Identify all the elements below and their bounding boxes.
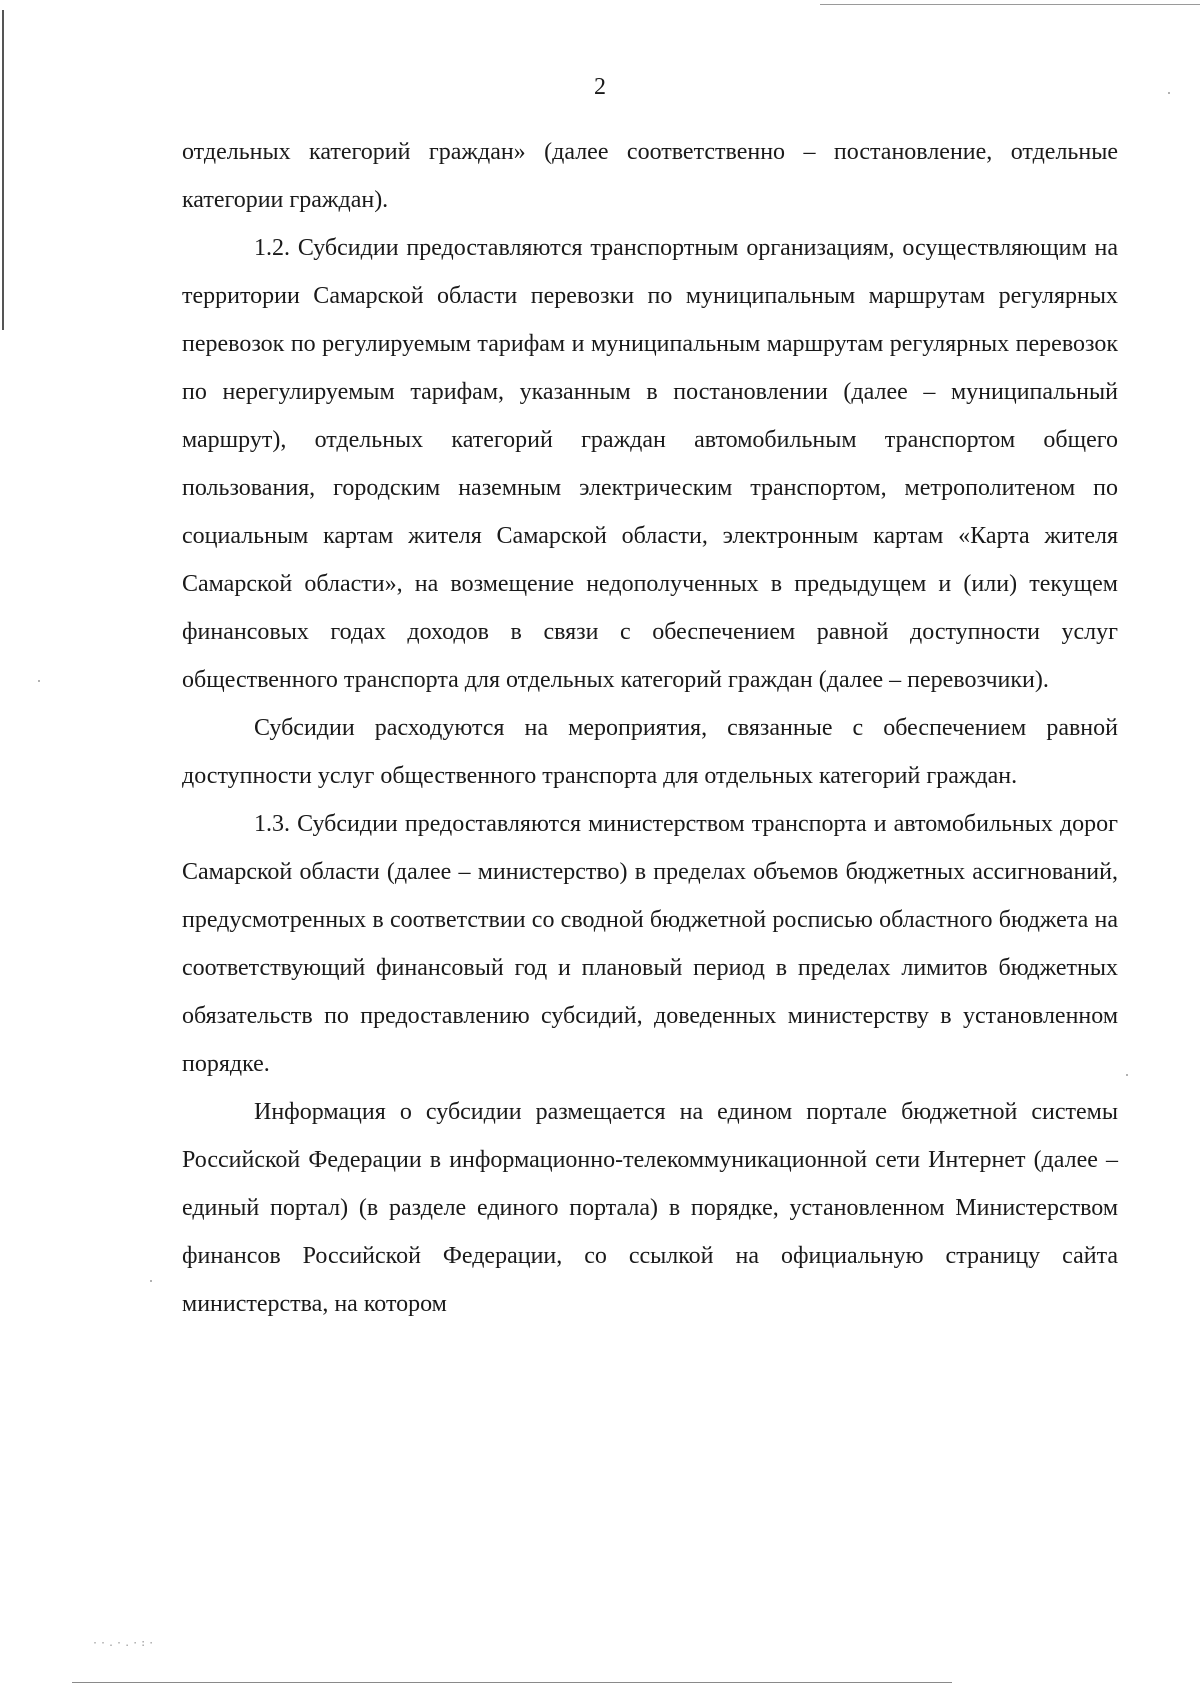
scan-speck xyxy=(38,680,40,682)
paragraph-clause-1-3: 1.3. Субсидии предоставляются министерством транспорта и автомобильных дорог Самарской области (далее – министерство) в пределах объемов бюджетных ассигнований, предусмотренных в соответствии со сводной бюджетной росписью областного бюджета на соответствующий финансовый год и плановый период в пределах лимитов бюджетных обязательств по предоставлению субсидий, доведенных министерству в установленном порядке. xyxy=(182,811,1118,1077)
scan-edge-bottom xyxy=(72,1682,952,1683)
scan-smudge: ··.·.·:· xyxy=(92,1638,157,1649)
scan-edge-top xyxy=(820,4,1200,5)
paragraph-portal-info: Информация о субсидии размещается на едином портале бюджетной системы Российской Федерации в информационно-телекоммуникационной сети Интернет (далее – единый портал) (в разделе единого портала) в порядке, установленном Министерством финансов Российской Федерации, со ссылкой на официальную страницу сайта министерства, на котором xyxy=(182,1099,1118,1317)
paragraph-continuation: отдельных категорий граждан» (далее соответственно – постановление, отдельные категории граждан). xyxy=(182,139,1118,213)
page-number: 2 xyxy=(594,74,606,100)
document-body xyxy=(182,128,1118,1328)
scan-speck xyxy=(1126,1074,1128,1076)
paragraph-subsidy-purpose: Субсидии расходуются на мероприятия, связанные с обеспечением равной доступности услуг общественного транспорта для отдельных категорий граждан. xyxy=(182,715,1118,789)
scan-edge-left xyxy=(2,10,4,330)
scan-speck xyxy=(150,1280,152,1282)
paragraph-clause-1-2: 1.2. Субсидии предоставляются транспортным организациям, осуществляющим на территории Самарской области перевозки по муниципальным маршрутам регулярных перевозок по регулируемым тарифам и муниципальным маршрутам регулярных перевозок по нерегулируемым тарифам, указанным в постановлении (далее – муниципальный маршрут), отдельных категорий граждан автомобильным транспортом общего пользования, городским наземным электрическим транспортом, метрополитеном по социальным картам жителя Самарской области, электронным картам «Карта жителя Самарской области», на возмещение недополученных в предыдущем и (или) текущем финансовых годах доходов в связи с обеспечением равной доступности услуг общественного транспорта для отдельных категорий граждан (далее – перевозчики). xyxy=(182,235,1118,693)
